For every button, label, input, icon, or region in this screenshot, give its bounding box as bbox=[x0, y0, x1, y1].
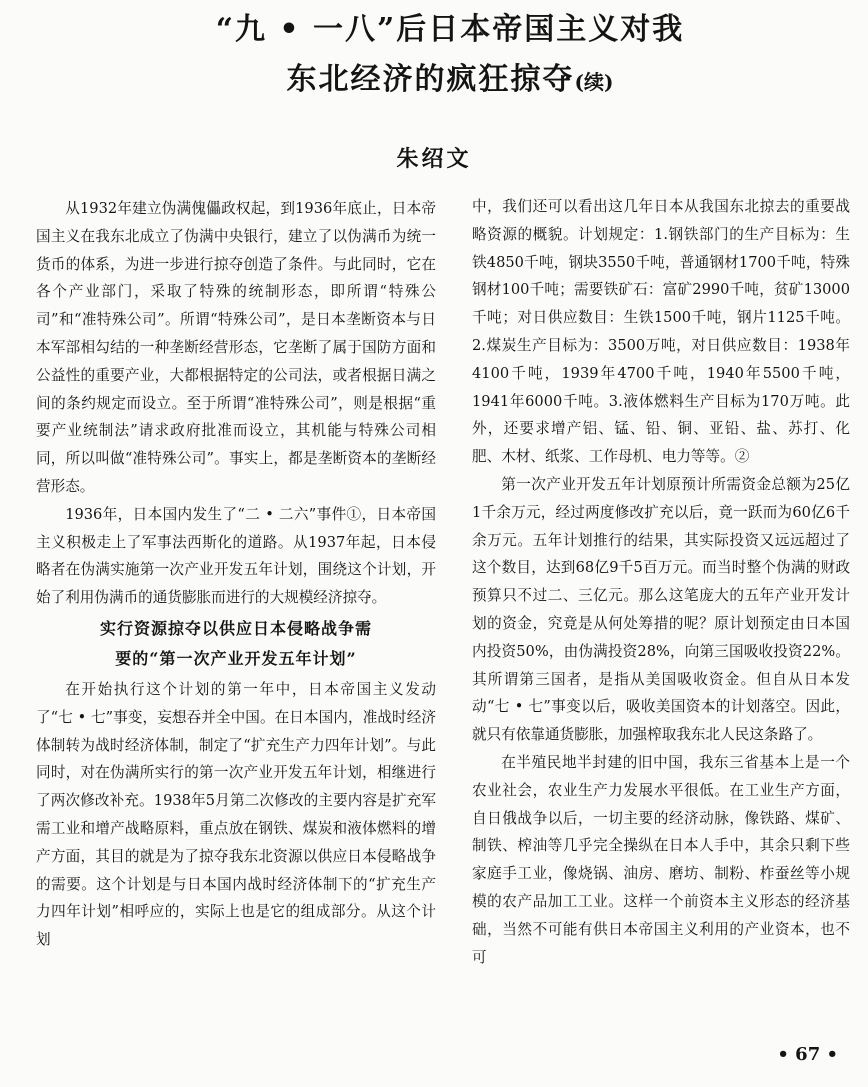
article-title bbox=[120, 8, 780, 104]
author-name: 朱绍文 bbox=[396, 146, 472, 172]
title-line-2-text: 东北经济的疯狂掠夺 bbox=[286, 62, 575, 97]
section-heading-line-2: 要的“第一次产业开发五年计划” bbox=[115, 648, 357, 668]
title-line-2 bbox=[120, 58, 780, 104]
title-continued-marker: (续) bbox=[574, 70, 614, 94]
left-column bbox=[36, 195, 436, 954]
right-paragraph-2: 第一次产业开发五年计划原预计所需资金总额为25亿1千余万元，经过两度修改扩充以后，竟一跃而为60亿6千余万元。五年计划推行的结果，其实际投资又远远超过了这个数目，达到68亿9千5百万元。而当时整个伪满的财政预算只不过二、三亿元。那么这笔庞大的五年产业开发计划的资金，究竟是从何处筹措的呢？原计划预定由日本国内投资50%，由伪满投资28%，向第三国吸收投资22%。其所谓第三国者，是指从美国吸收资金。但自从日本发动“七 • 七”事变以后，吸收美国资本的计划落空。因此，就只有依靠通货膨胀，加强榨取我东北人民这条路了。 bbox=[472, 475, 850, 744]
section-heading bbox=[36, 614, 436, 674]
left-paragraph-2: 1936年，日本国内发生了“二 • 二六”事件①，日本帝国主义积极走上了军事法西斯化的道路。从1937年起，日本侵略者在伪满实施第一次产业开发五年计划，围绕这个计划，开始了利用伪满币的通货膨胀而进行的大规模经济掠夺。 bbox=[36, 505, 436, 607]
right-column bbox=[472, 193, 850, 971]
page-number: • 67 • bbox=[777, 1044, 838, 1065]
title-line-1: “九 • 一八”后日本帝国主义对我 bbox=[215, 12, 685, 47]
left-paragraph-3: 在开始执行这个计划的第一年中，日本帝国主义发动了“七 • 七”事变，妄想吞并全中国。在日本国内，准战时经济体制转为战时经济体制，制定了“扩充生产力四年计划”。与此同时，对在伪满所实行的第一次产业开发五年计划，相继进行了两次修改补充。1938年5月第二次修改的主要内容是扩充军需工业和增产战略原料，重点放在钢铁、煤炭和液体燃料的增产方面，其目的就是为了掠夺我东北资源以供应日本侵略战争的需要。这个计划是与日本国内战时经济体制下的“扩充生产力四年计划”相呼应的，实际上也是它的组成部分。从这个计划 bbox=[36, 680, 436, 949]
right-paragraph-3: 在半殖民地半封建的旧中国，我东三省基本上是一个农业社会，农业生产力发展水平很低。在工业生产方面，自日俄战争以后，一切主要的经济动脉，像铁路、煤矿、制铁、榨油等几乎完全操纵在日本人手中，其余只剩下些家庭手工业，像烧锅、油房、磨坊、制粉、柞蚕丝等小规模的农产品加工工业。这样一个前资本主义形态的经济基础，当然不可能有供日本帝国主义利用的产业资本，也不可 bbox=[472, 753, 850, 966]
right-paragraph-1: 中，我们还可以看出这几年日本从我国东北掠去的重要战略资源的概貌。计划规定：1.钢铁部门的生产目标为：生铁4850千吨，钢块3550千吨，普通钢材1700千吨，特殊钢材100千吨；需要铁矿石：富矿2990千吨，贫矿13000千吨；对日供应数目：生铁1500千吨，钢片1125千吨。2.煤炭生产目标为：3500万吨，对日供应数目：1938年4100千吨，1939年4700千吨，1940年5500千吨，1941年6000千吨。3.液体燃料生产目标为170万吨。此外，还要求增产铝、锰、铅、铜、亚铅、盐、苏打、化肥、木材、纸浆、工作母机、电力等等。② bbox=[472, 198, 850, 466]
left-paragraph-1: 从1932年建立伪满傀儡政权起，到1936年底止，日本帝国主义在我东北成立了伪满中央银行，建立了以伪满币为统一货币的体系，为进一步进行掠夺创造了条件。与此同时，它在各个产业部门，采取了特殊的统制形态，即所谓“特殊公司”和“准特殊公司”。所谓“特殊公司”，是日本垄断资本与日本军部相勾结的一种垄断经营形态，它垄断了属于国防方面和公益性的重要产业，大都根据特定的公司法，或者根据日满之间的条约规定而设立。至于所谓“准特殊公司”，则是根据“重要产业统制法”请求政府批准而设立，其机能与特殊公司相同，所以叫做“准特殊公司”。事实上，都是垄断资本的垄断经营形态。 bbox=[36, 200, 436, 495]
section-heading-line-1: 实行资源掠夺以供应日本侵略战争需 bbox=[99, 618, 372, 638]
